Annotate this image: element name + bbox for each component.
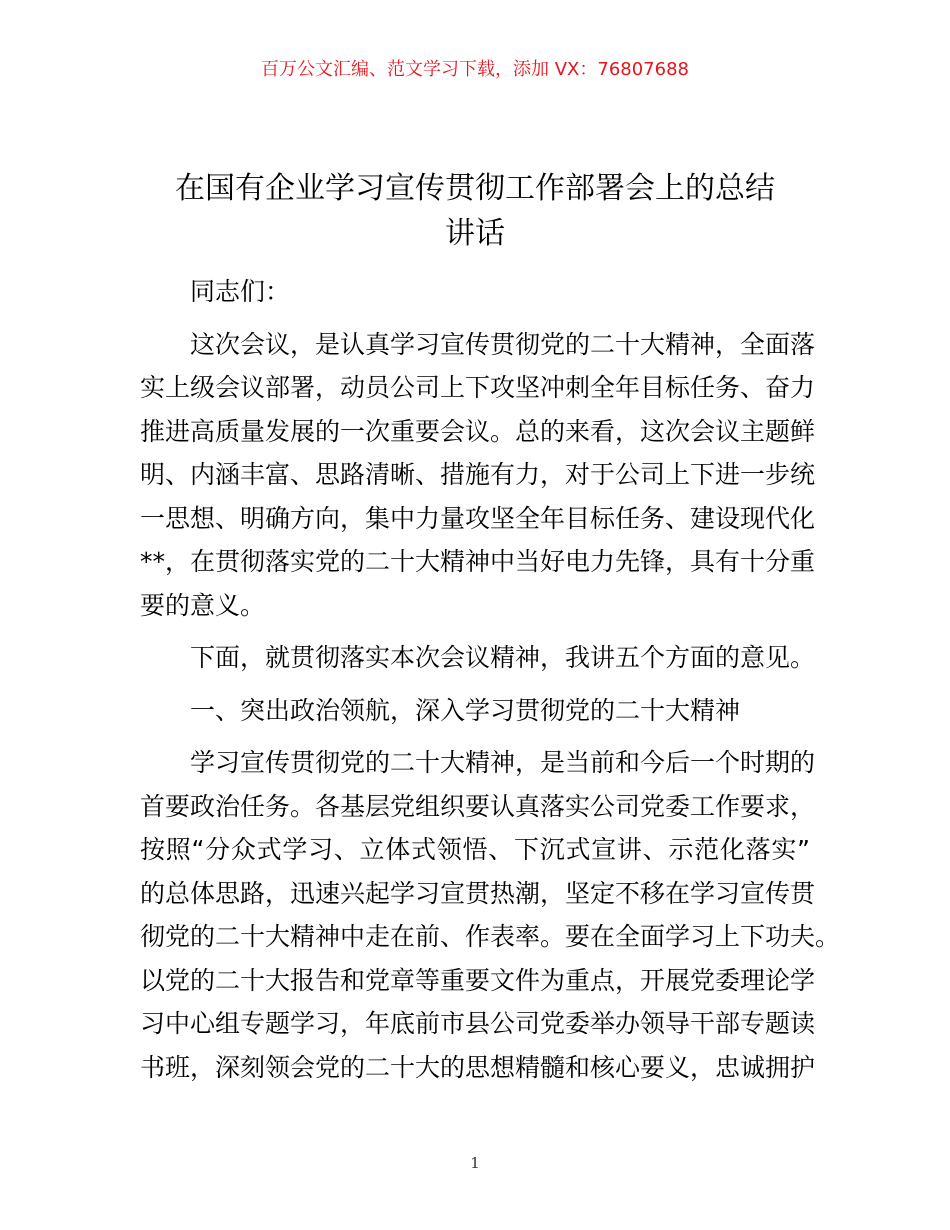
- paragraph: [140, 270, 810, 314]
- text-line: 推进高质量发展的一次重要会议。总的来看，这次会议主题鲜: [140, 416, 816, 446]
- text-line: 的总体思路，迅速兴起学习宣贯热潮，坚定不移在学习宣传贯: [140, 878, 816, 908]
- paragraph: [140, 689, 810, 733]
- text-line: 实上级会议部署，动员公司上下攻坚冲刺全年目标任务、奋力: [140, 373, 816, 402]
- text-line: 同志们：: [190, 277, 291, 306]
- text-line: 书班，深刻领会党的二十大的思想精髓和核心要义，忠诚拥护: [140, 1052, 816, 1082]
- document-title: [130, 166, 820, 256]
- text-line: 要的意义。: [140, 590, 266, 620]
- watermark-header: 百万公文汇编、范文学习下载，添加 VX：76807688: [261, 59, 689, 80]
- title-line: 讲话: [445, 216, 505, 251]
- text-line: 学习宣传贯彻党的二十大精神，是当前和今后一个时期的: [190, 748, 816, 777]
- paragraph: [140, 323, 816, 628]
- paragraph: [140, 741, 841, 1089]
- text-line: 按照“分众式学习、立体式领悟、下沉式宣讲、示范化落实”: [140, 835, 810, 864]
- text-line: 下面，就贯彻落实本次会议精神，我讲五个方面的意见。: [190, 643, 816, 672]
- text-line: 以党的二十大报告和党章等重要文件为重点，开展党委理论学: [140, 965, 816, 995]
- text-line: 明、内涵丰富、思路清晰、措施有力，对于公司上下进一步统: [140, 460, 816, 489]
- text-line: 习中心组专题学习，年底前市县公司党委举办领导干部专题读: [140, 1009, 816, 1038]
- text-line: 一、突出政治领航，深入学习贯彻党的二十大精神: [190, 695, 741, 725]
- text-line: 这次会议，是认真学习宣传贯彻党的二十大精神，全面落: [190, 329, 816, 359]
- document-body: [140, 270, 841, 1098]
- title-line: 在国有企业学习宣传贯彻工作部署会上的总结: [175, 171, 775, 206]
- text-line: 彻党的二十大精神中走在前、作表率。要在全面学习上下功夫。: [140, 922, 841, 951]
- page-number: 1: [470, 1154, 480, 1172]
- paragraph: [140, 636, 816, 680]
- text-line: 首要政治任务。各基层党组织要认真落实公司党委工作要求，: [140, 791, 816, 821]
- text-line: **，在贯彻落实党的二十大精神中当好电力先锋，具有十分重: [140, 547, 816, 576]
- text-line: 一思想、明确方向，集中力量攻坚全年目标任务、建设现代化: [140, 503, 816, 533]
